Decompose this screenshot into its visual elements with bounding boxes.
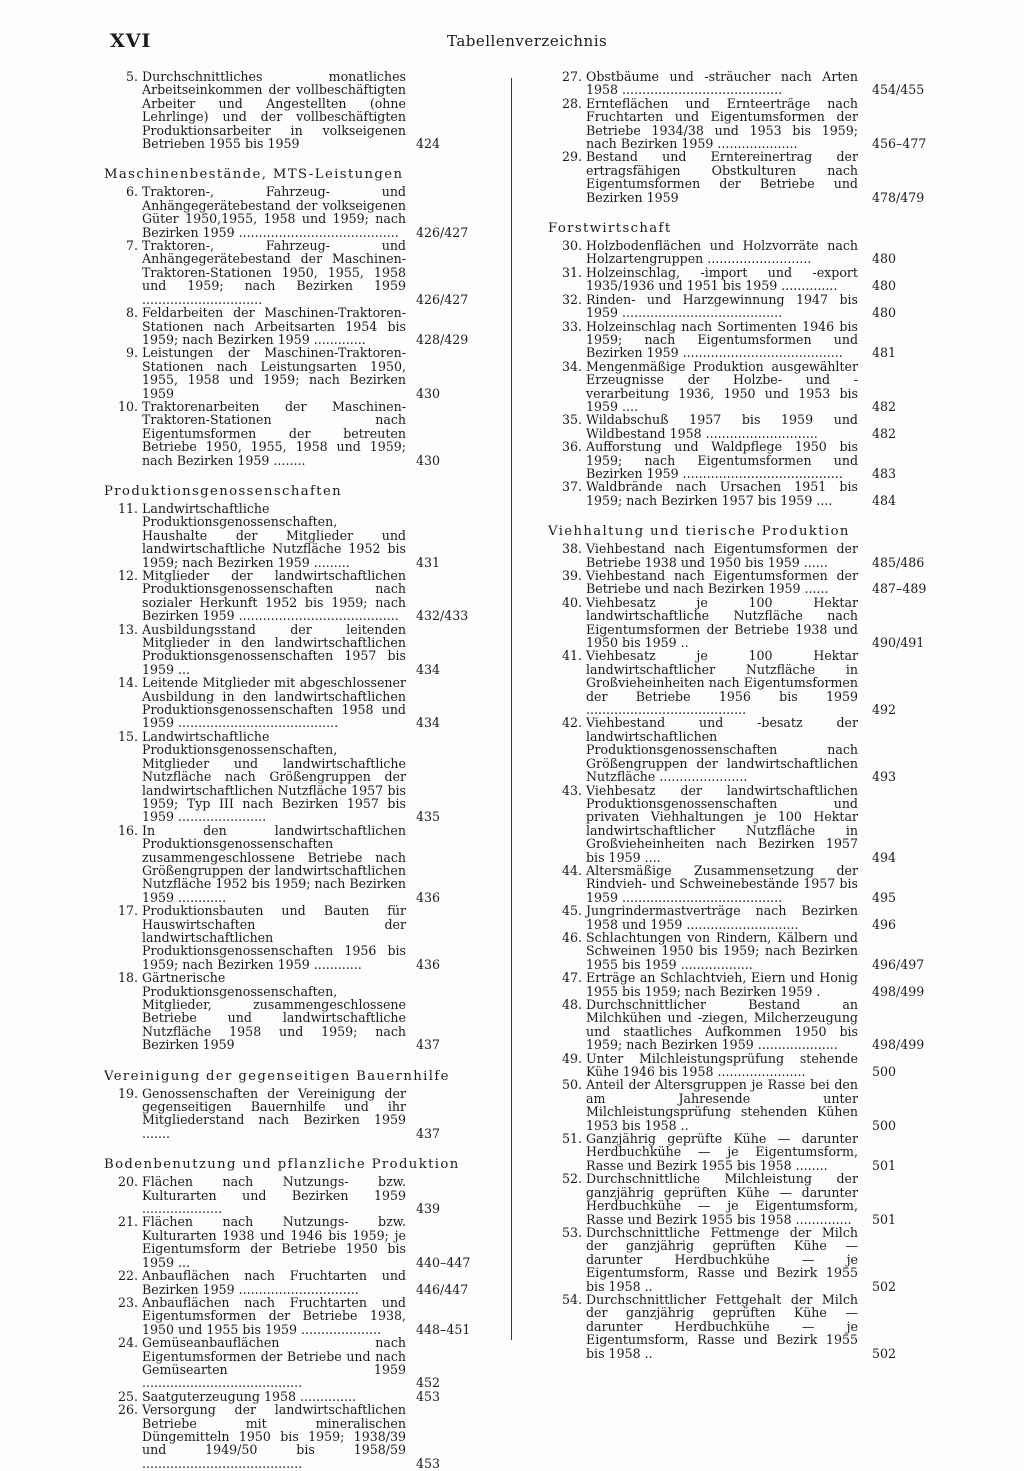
entry-title: Landwirtschaftliche Produktionsgenossenschaften, Haushalte der Mitglieder und landwirtschaftliche Nutzfläche 1952 bis 1959; nach Bezirken 1959 .........: [142, 500, 406, 570]
entry-title: Altersmäßige Zusammensetzung der Rindvieh- und Schweinebestände 1957 bis 1959 ........................................: [586, 862, 858, 905]
entry-title: Holzbodenflächen und Holzvorräte nach Holzartengruppen ..........................: [586, 238, 858, 267]
entry-page-ref: 424: [416, 136, 441, 152]
toc-entry: [548, 716, 938, 783]
toc-entry: [548, 360, 938, 414]
entry-title: Versorgung der landwirtschaftlichen Betriebe mit mineralischen Düngemitteln 1950 bis 1959; 1938/39 und 1949/50 bis 1958/59 ........................................: [142, 1402, 406, 1471]
entry-number: 31.: [561, 264, 582, 280]
toc-entry: [104, 730, 514, 824]
toc-entry: [104, 971, 514, 1051]
entry-title: Ausbildungsstand der leitenden Mitglieder in den landwirtschaftlichen Produktionsgenossenschaften 1957 bis 1959 ...: [142, 621, 406, 677]
section-heading: Produktionsgenossenschaften: [104, 483, 343, 499]
entry-title: Gärtnerische Produktionsgenossenschaften, Mitglieder, zusammengeschlossene Betriebe und landwirtschaftliche Nutzfläche 1958 und 1959; nach Bezirken 1959: [142, 970, 406, 1053]
entry-page-ref: 430: [416, 385, 441, 401]
entry-title: Viehbesatz je 100 Hektar landwirtschaftliche Nutzfläche nach Eigentumsformen der Betriebe 1938 und 1950 bis 1959 ..: [586, 594, 858, 651]
toc-entry: [548, 1172, 938, 1226]
toc-entry: [104, 1215, 514, 1269]
entry-title: Saatguterzeugung 1958 ..............: [142, 1388, 357, 1404]
toc-section: [104, 1069, 514, 1141]
toc-entry: [104, 346, 514, 400]
toc-entry: [548, 971, 938, 998]
entry-page-ref: 434: [416, 661, 441, 677]
toc-entry: [104, 1390, 514, 1403]
entry-number: 18.: [117, 970, 138, 986]
entry-title: Traktoren-, Fahrzeug- und Anhängegerätebestand der Maschinen-Traktoren-Stationen 1950, 1955, 1958 und 1959; nach Bezirken 1959 ..............................: [142, 238, 406, 307]
entry-page-ref: 436: [416, 889, 441, 905]
entry-title: Jungrindermastverträge nach Bezirken 1958 und 1959 ............................: [586, 903, 858, 932]
toc-entry: [548, 1293, 938, 1360]
toc-entry: [548, 784, 938, 864]
entry-page-ref: 498/499: [872, 1037, 925, 1053]
entry-page-ref: 496/497: [872, 956, 925, 972]
entry-page-ref: 501: [872, 1211, 897, 1227]
section-heading: Bodenbenutzung und pflanzliche Produktion: [104, 1157, 460, 1173]
toc-entry: [548, 864, 938, 904]
left-column: [104, 70, 514, 1470]
toc-entry: [548, 480, 938, 507]
entry-page-ref: 487–489: [872, 581, 927, 597]
toc-entry: [104, 1403, 514, 1470]
entry-page-ref: 498/499: [872, 983, 925, 999]
entry-page-ref: 434: [416, 715, 441, 731]
entry-number: 42.: [561, 715, 582, 731]
toc-entry: [548, 1226, 938, 1293]
entry-page-ref: 430: [416, 452, 441, 468]
entry-title: Viehbesatz je 100 Hektar landwirtschaftlicher Nutzfläche in Großvieheinheiten nach Eigentumsformen der Betriebe 1956 bis 1959 ........................................: [586, 648, 858, 718]
entry-page-ref: 501: [872, 1157, 897, 1173]
entry-number: 23.: [117, 1294, 138, 1310]
entry-title: Feldarbeiten der Maschinen-Traktoren-Stationen nach Arbeitsarten 1954 bis 1959; nach Bezirken 1959 .............: [142, 305, 406, 347]
toc-entry: [548, 440, 938, 480]
entry-page-ref: 426/427: [416, 224, 469, 240]
entry-number: 44.: [561, 862, 582, 878]
entry-number: 35.: [561, 412, 582, 428]
entry-title: Viehbesatz der landwirtschaftlichen Produktionsgenossenschaften und privaten Viehhaltungen je 100 Hektar landwirtschaftlicher Nutzfläche in Großvieheinheiten nach Bezirken 1957 bis 1959 ....: [586, 782, 858, 865]
toc-entry: [104, 306, 514, 346]
entry-number: 12.: [117, 568, 138, 583]
entry-page-ref: 483: [872, 465, 897, 481]
entry-title: Flächen nach Nutzungs- bzw. Kulturarten und Bezirken 1959 ....................: [142, 1174, 406, 1217]
toc-section: [104, 484, 514, 1052]
entry-title: Anbauflächen nach Fruchtarten und Eigentumsformen der Betriebe 1938, 1950 und 1955 bis 1959 ....................: [142, 1294, 406, 1337]
entry-number: 30.: [561, 238, 582, 254]
entry-number: 47.: [561, 970, 582, 986]
entry-title: Waldbrände nach Ursachen 1951 bis 1959; nach Bezirken 1957 bis 1959 ....: [586, 479, 858, 508]
entry-title: Anteil der Altersgruppen je Rasse bei den am Jahresende unter Milchleistungsprüfung stehenden Kühen 1953 bis 1958 ..: [586, 1077, 858, 1133]
entry-number: 27.: [561, 69, 582, 84]
toc-entry: [548, 931, 938, 971]
entry-page-ref: 437: [416, 1125, 441, 1141]
entry-page-ref: 428/429: [416, 331, 469, 347]
toc-entry: [548, 70, 938, 97]
toc-entry: [548, 569, 938, 596]
entry-number: 54.: [561, 1291, 582, 1307]
entry-number: 45.: [561, 903, 582, 919]
toc-entry: [104, 400, 514, 467]
entry-page-ref: 432/433: [416, 608, 469, 624]
entry-title: Bestand und Erntereinertrag der ertragsfähigen Obstkulturen nach Eigentumsformen der Betriebe und Bezirken 1959: [586, 149, 858, 205]
entry-page-ref: 426/427: [416, 291, 469, 307]
entry-page-ref: 482: [872, 398, 897, 414]
entry-number: 36.: [561, 439, 582, 455]
entry-title: Ganzjährig geprüfte Kühe — darunter Herdbuchkühe — je Eigentumsform, Rasse und Bezirk 1955 bis 1958 ........: [586, 1131, 858, 1173]
entry-number: 24.: [117, 1335, 138, 1351]
toc-section: [104, 167, 514, 467]
entry-number: 50.: [561, 1077, 582, 1093]
entry-page-ref: 492: [872, 702, 897, 718]
toc-entry: [548, 1132, 938, 1172]
toc-entry: [104, 676, 514, 730]
toc-entry: [548, 266, 938, 293]
entry-number: 8.: [125, 305, 138, 321]
toc-entry: [548, 413, 938, 440]
entry-title: Traktoren-, Fahrzeug- und Anhängegerätebestand der volkseigenen Güter 1950,1955, 1958 und 1959; nach Bezirken 1959 ........................................: [142, 184, 406, 240]
entry-number: 20.: [117, 1174, 138, 1190]
entry-number: 37.: [561, 479, 582, 495]
entry-number: 9.: [125, 345, 138, 361]
toc-entry: [104, 904, 514, 971]
entry-title: Mitglieder der landwirtschaftlichen Produktionsgenossenschaften nach sozialer Herkunft 1952 bis 1959; nach Bezirken 1959 ........................................: [142, 568, 406, 624]
entry-title: Durchschnittlicher Bestand an Milchkühen und -ziegen, Milcherzeugung und staatliches Aufkommen 1950 bis 1959; nach Bezirken 1959 ....................: [586, 997, 858, 1053]
toc-entry: [548, 998, 938, 1052]
toc-entry: [104, 185, 514, 239]
entry-title: Durchschnittliche Fettmenge der Milch der ganzjährig geprüften Kühe — darunter Herdbuchkühe — je Eigentumsform, Rasse und Bezirk 1955 bis 1958 ..: [586, 1224, 858, 1294]
toc-entry: [104, 824, 514, 904]
entry-number: 29.: [561, 149, 582, 165]
toc-entry: [548, 542, 938, 569]
entry-page-ref: 437: [416, 1037, 441, 1053]
entry-page-ref: 435: [416, 809, 441, 825]
entry-title: Ernteflächen und Ernteerträge nach Fruchtarten und Eigentumsformen der Betriebe 1934/38 und 1953 bis 1959; nach Bezirken 1959 ....................: [586, 95, 858, 152]
toc-entry: [104, 623, 514, 677]
entry-title: Produktionsbauten und Bauten für Hauswirtschaften der landwirtschaftlichen Produktionsgenossenschaften 1956 bis 1959; nach Bezirken 1959 ............: [142, 903, 406, 972]
section-heading: Viehhaltung und tierische Produktion: [548, 524, 850, 540]
entry-title: Schlachtungen von Rindern, Kälbern und Schweinen 1950 bis 1959; nach Bezirken 1955 bis 1959 ..................: [586, 929, 858, 972]
entry-page-ref: 500: [872, 1064, 897, 1080]
entry-title: Genossenschaften der Vereinigung der gegenseitigen Bauernhilfe und ihr Mitgliederstand nach Bezirken 1959 .......: [142, 1085, 406, 1141]
toc-entry: [104, 1087, 514, 1141]
entry-number: 39.: [561, 568, 582, 583]
entry-page-ref: 482: [872, 425, 897, 441]
entry-number: 38.: [561, 541, 582, 557]
entry-page-ref: 480: [872, 251, 897, 267]
entry-title: Leitende Mitglieder mit abgeschlossener Ausbildung in den landwirtschaftlichen Produktionsgenossenschaften 1958 und 1959 ........................................: [142, 675, 406, 731]
entry-number: 52.: [561, 1171, 582, 1187]
section-heading: Vereinigung der gegenseitigen Bauernhilfe: [104, 1068, 450, 1084]
entry-title: Viehbestand und -besatz der landwirtschaftlichen Produktionsgenossenschaften nach Größengruppen der landwirtschaftlichen Nutzfläche ......................: [586, 715, 858, 785]
toc-entry: [104, 1336, 514, 1390]
entry-number: 53.: [561, 1224, 582, 1240]
entry-title: Rinden- und Harzgewinnung 1947 bis 1959 ........................................: [586, 291, 858, 321]
entry-number: 17.: [117, 903, 138, 919]
toc-entry: [548, 1078, 938, 1132]
entry-number: 33.: [561, 318, 582, 334]
entry-number: 40.: [561, 594, 582, 610]
toc-section: [104, 70, 514, 150]
entry-number: 46.: [561, 929, 582, 945]
entry-page-ref: 448–451: [416, 1321, 471, 1337]
entry-number: 28.: [561, 95, 582, 111]
toc-entry: [548, 320, 938, 360]
toc-section: [548, 70, 938, 204]
entry-title: Landwirtschaftliche Produktionsgenossenschaften, Mitglieder und landwirtschaftliche Nutzfläche nach Größengruppen der landwirtschaftlichen Nutzfläche 1957 bis 1959; Typ III nach Bezirken 1957 bis 1959 ......................: [142, 728, 406, 825]
entry-page-ref: 502: [872, 1278, 897, 1294]
entry-title: Viehbestand nach Eigentumsformen der Betriebe und nach Bezirken 1959 ......: [586, 568, 858, 597]
entry-page-ref: 431: [416, 554, 441, 570]
entry-page-ref: 439: [416, 1201, 441, 1217]
entry-page-ref: 484: [872, 492, 897, 508]
page-number: XVI: [110, 30, 152, 52]
entry-page-ref: 453: [416, 1388, 441, 1404]
entry-page-ref: 452: [416, 1375, 441, 1391]
entry-title: Erträge an Schlachtvieh, Eiern und Honig 1955 bis 1959; nach Bezirken 1959 .: [586, 970, 858, 999]
entry-page-ref: 436: [416, 956, 441, 972]
entry-page-ref: 480: [872, 305, 897, 321]
toc-section: [104, 1157, 514, 1470]
toc-entry: [548, 97, 938, 151]
entry-title: Durchschnittliches monatliches Arbeitseinkommen der vollbeschäftigten Arbeiter und Angestellten (ohne Lehrlinge) und der vollbeschäftigten Produktionsarbeiter in volkseigenen Betrieben 1955 bis 1959: [142, 69, 406, 152]
entry-page-ref: 490/491: [872, 635, 925, 651]
entry-title: Wildabschuß 1957 bis 1959 und Wildbestand 1958 ............................: [586, 412, 858, 441]
entry-number: 11.: [117, 500, 138, 516]
entry-page-ref: 446/447: [416, 1281, 469, 1297]
entry-title: Durchschnittlicher Fettgehalt der Milch der ganzjährig geprüften Kühe — darunter Herdbuchkühe — je Eigentumsform, Rasse und Bezirk 1955 bis 1958 ..: [586, 1291, 858, 1361]
entry-number: 48.: [561, 997, 582, 1012]
entry-title: Flächen nach Nutzungs- bzw. Kulturarten 1938 und 1946 bis 1959; je Eigentumsform der Betriebe 1950 bis 1959 ...: [142, 1214, 406, 1270]
entry-page-ref: 456–477: [872, 136, 927, 152]
toc-entry: [548, 649, 938, 716]
entry-number: 32.: [561, 291, 582, 307]
entry-number: 19.: [117, 1085, 138, 1101]
entry-number: 6.: [125, 184, 138, 200]
section-heading: Forstwirtschaft: [548, 221, 672, 237]
entry-page-ref: 493: [872, 769, 897, 785]
toc-entry: [548, 904, 938, 931]
toc-entry: [548, 1052, 938, 1079]
toc-entry: [548, 596, 938, 650]
entry-page-ref: 500: [872, 1117, 897, 1133]
entry-number: 41.: [561, 648, 582, 664]
toc-entry: [104, 1296, 514, 1336]
entry-title: Durchschnittliche Milchleistung der ganzjährig geprüften Kühe — darunter Herdbuchkühe — je Eigentumsform, Rasse und Bezirk 1955 bis 1958 ..............: [586, 1171, 858, 1227]
entry-title: Traktorenarbeiten der Maschinen-Traktoren-Stationen nach Eigentumsformen der betreuten Betriebe 1950, 1955, 1958 und 1959; nach Bezirken 1959 ........: [142, 398, 406, 468]
toc-entry: [104, 1175, 514, 1215]
entry-title: Anbauflächen nach Fruchtarten und Bezirken 1959 ..............................: [142, 1268, 406, 1297]
entry-number: 15.: [117, 728, 138, 744]
entry-page-ref: 495: [872, 889, 897, 905]
entry-title: Unter Milchleistungsprüfung stehende Kühe 1946 bis 1958 ......................: [586, 1050, 858, 1080]
entry-page-ref: 494: [872, 849, 897, 865]
entry-title: In den landwirtschaftlichen Produktionsgenossenschaften zusammengeschlossene Betriebe nach Größengruppen der landwirtschaftlichen Nutzfläche 1952 bis 1959; nach Bezirken 1959 ............: [142, 822, 406, 905]
entry-page-ref: 485/486: [872, 554, 925, 570]
entry-number: 22.: [117, 1268, 138, 1284]
toc-entry: [548, 293, 938, 320]
entry-number: 34.: [561, 358, 582, 374]
entry-number: 14.: [117, 675, 138, 691]
entry-page-ref: 453: [416, 1455, 441, 1471]
entry-page-ref: 480: [872, 278, 897, 294]
entry-title: Holzeinschlag, -import und -export 1935/1936 und 1951 bis 1959 ..............: [586, 264, 858, 294]
entry-page-ref: 481: [872, 345, 897, 361]
entry-title: Viehbestand nach Eigentumsformen der Betriebe 1938 und 1950 bis 1959 ......: [586, 541, 858, 570]
entry-page-ref: 440–447: [416, 1254, 471, 1270]
entry-title: Mengenmäßige Produktion ausgewählter Erzeugnisse der Holzbe- und -verarbeitung 1936, 1950 und 1953 bis 1959 ....: [586, 358, 858, 414]
entry-page-ref: 496: [872, 916, 897, 932]
right-column: [548, 70, 938, 1360]
entry-title: Gemüseanbauflächen nach Eigentumsformen der Betriebe und nach Gemüsearten 1959 ........................................: [142, 1335, 406, 1391]
entry-number: 16.: [117, 822, 138, 838]
toc-entry: [104, 502, 514, 569]
entry-title: Leistungen der Maschinen-Traktoren-Stationen nach Leistungsarten 1950, 1955, 1958 und 1959; nach Bezirken 1959: [142, 345, 406, 401]
toc-entry: [104, 1269, 514, 1296]
entry-page-ref: 454/455: [872, 82, 925, 98]
entry-number: 26.: [117, 1402, 138, 1418]
entry-number: 21.: [117, 1214, 138, 1230]
entry-number: 5.: [125, 69, 138, 84]
entry-number: 43.: [561, 782, 582, 798]
toc-entry: [548, 239, 938, 266]
entry-number: 10.: [117, 398, 138, 414]
entry-title: Aufforstung und Waldpflege 1950 bis 1959; nach Eigentumsformen und Bezirken 1959 ........................................: [586, 439, 858, 481]
entry-number: 51.: [561, 1131, 582, 1147]
entry-page-ref: 478/479: [872, 189, 925, 205]
toc-section: [548, 524, 938, 1360]
toc-entry: [104, 239, 514, 306]
entry-title: Obstbäume und -sträucher nach Arten 1958 ........................................: [586, 69, 858, 98]
section-heading: Maschinenbestände, MTS-Leistungen: [104, 167, 404, 183]
entry-number: 25.: [117, 1388, 138, 1404]
running-title: Tabellenverzeichnis: [447, 32, 608, 50]
entry-number: 13.: [117, 621, 138, 637]
toc-entry: [104, 70, 514, 150]
entry-number: 49.: [561, 1050, 582, 1066]
entry-number: 7.: [125, 238, 138, 254]
entry-title: Holzeinschlag nach Sortimenten 1946 bis 1959; nach Eigentumsformen und Bezirken 1959 ........................................: [586, 318, 858, 361]
toc-entry: [548, 150, 938, 204]
entry-page-ref: 502: [872, 1345, 897, 1361]
toc-entry: [104, 569, 514, 623]
toc-section: [548, 221, 938, 507]
